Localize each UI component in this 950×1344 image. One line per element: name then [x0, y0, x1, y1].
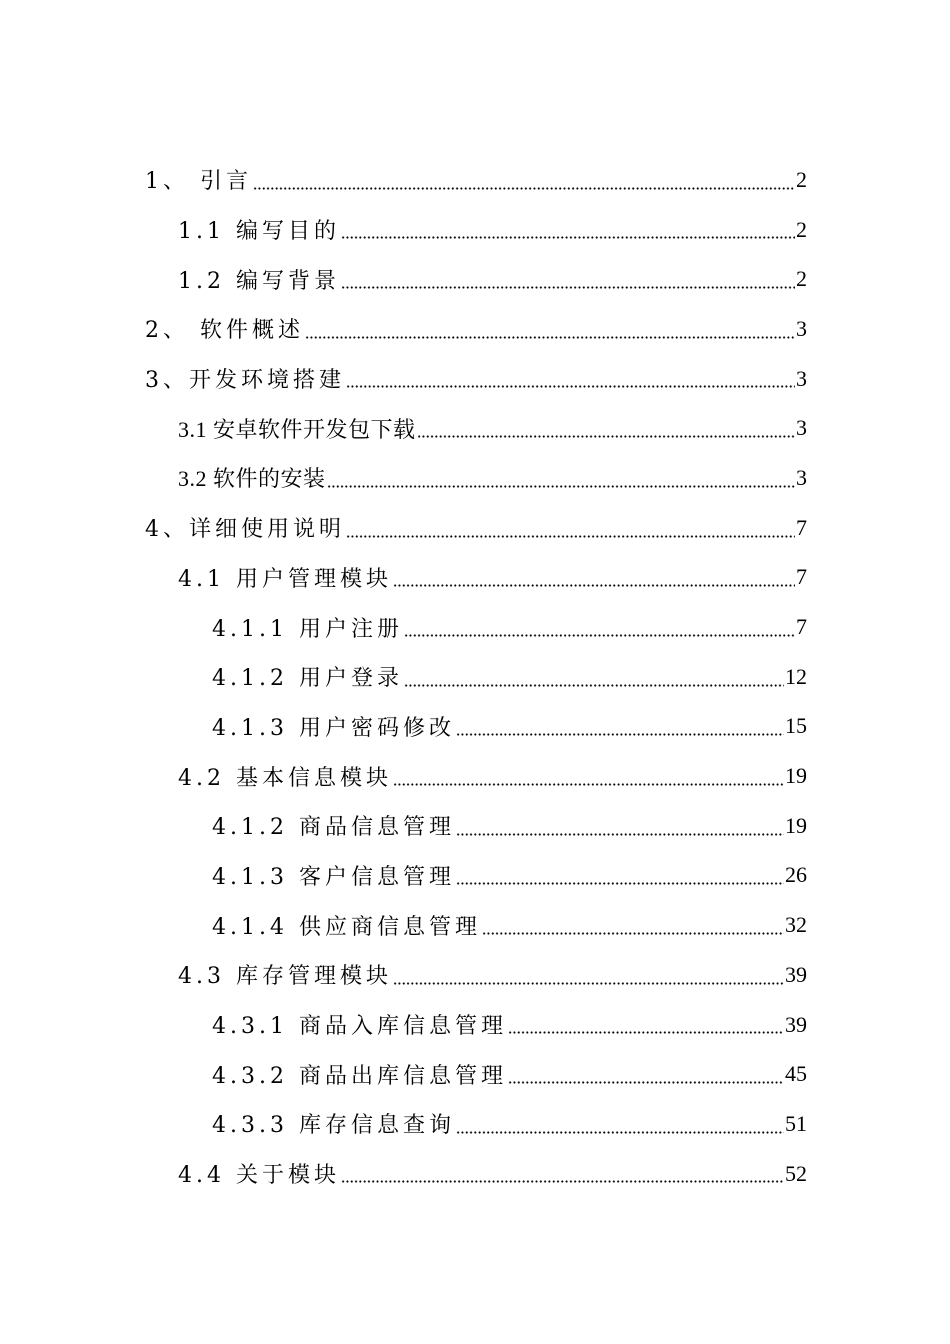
toc-entry-page: 7	[796, 564, 807, 590]
dot-leader	[327, 485, 795, 488]
toc-entry-inventory-module[interactable]	[0, 950, 950, 1000]
toc-entry-user-login[interactable]	[0, 652, 950, 702]
toc-entry-label: 3、开发环境搭建	[145, 368, 345, 394]
toc-entry-label: 4.1.3 用户密码修改	[212, 715, 455, 741]
dot-leader	[404, 684, 784, 687]
toc-entry-page: 51	[785, 1110, 807, 1136]
toc-entry-label: 4.4 关于模块	[178, 1163, 340, 1189]
toc-entry-label: 4.1 用户管理模块	[178, 566, 392, 592]
toc-entry-intro[interactable]	[0, 155, 950, 205]
toc-entry-page: 15	[785, 713, 807, 739]
toc-entry-page: 3	[796, 464, 807, 490]
toc-entry-page: 39	[785, 961, 807, 987]
toc-entry-label: 4.3.3 库存信息查询	[212, 1113, 455, 1139]
toc-entry-usage[interactable]	[0, 503, 950, 553]
toc-entry-environment[interactable]	[0, 354, 950, 404]
dot-leader	[456, 833, 784, 836]
toc-entry-label: 4.1.1 用户注册	[212, 616, 403, 642]
toc-entry-page: 32	[785, 912, 807, 938]
toc-entry-basic-info-module[interactable]	[0, 751, 950, 801]
toc-entry-stock-out[interactable]	[0, 1049, 950, 1099]
dot-leader	[404, 634, 795, 637]
dot-leader	[393, 982, 784, 985]
toc-entry-label: 4.1.2 商品信息管理	[212, 815, 455, 841]
toc-entry-customer-info[interactable]	[0, 851, 950, 901]
toc-entry-installation[interactable]	[0, 453, 950, 503]
toc-entry-about-module[interactable]	[0, 1149, 950, 1199]
toc-entry-user-module[interactable]	[0, 553, 950, 603]
dot-leader	[346, 535, 795, 538]
toc-entry-label: 4.3.2 商品出库信息管理	[212, 1063, 507, 1089]
toc-entry-label: 4、详细使用说明	[145, 517, 345, 543]
toc-entry-page: 52	[785, 1160, 807, 1186]
dot-leader	[393, 783, 784, 786]
dot-leader	[346, 385, 795, 388]
toc-entry-label: 4.1.2 用户登录	[212, 666, 403, 692]
dot-leader	[341, 1180, 784, 1183]
toc-entry-purpose[interactable]	[0, 205, 950, 255]
table-of-contents	[0, 155, 950, 1198]
dot-leader	[482, 932, 784, 935]
toc-entry-stock-in[interactable]	[0, 1000, 950, 1050]
dot-leader	[456, 733, 784, 736]
toc-entry-label: 1.1 编写目的	[178, 219, 340, 245]
toc-entry-label: 3.2 软件的安装	[178, 466, 326, 492]
toc-entry-label: 3.1 安卓软件开发包下载	[178, 416, 416, 442]
toc-entry-page: 3	[796, 315, 807, 341]
toc-entry-sdk-download[interactable]	[0, 403, 950, 453]
toc-entry-page: 3	[796, 365, 807, 391]
toc-entry-label: 4.3.1 商品入库信息管理	[212, 1014, 507, 1040]
toc-entry-user-register[interactable]	[0, 602, 950, 652]
toc-entry-background[interactable]	[0, 254, 950, 304]
toc-entry-label: 4.3 库存管理模块	[178, 964, 392, 990]
dot-leader	[393, 584, 795, 587]
toc-entry-label: 1.2 编写背景	[178, 268, 340, 294]
toc-entry-page: 12	[785, 663, 807, 689]
toc-entry-page: 26	[785, 862, 807, 888]
toc-entry-overview[interactable]	[0, 304, 950, 354]
toc-entry-label: 4.2 基本信息模块	[178, 765, 392, 791]
toc-entry-page: 7	[796, 514, 807, 540]
dot-leader	[341, 286, 795, 289]
toc-entry-label: 2、 软件概述	[145, 318, 304, 344]
toc-entry-inventory-query[interactable]	[0, 1099, 950, 1149]
dot-leader	[417, 435, 795, 438]
toc-entry-page: 39	[785, 1011, 807, 1037]
toc-entry-password-change[interactable]	[0, 702, 950, 752]
toc-entry-product-info[interactable]	[0, 801, 950, 851]
dot-leader	[456, 882, 784, 885]
toc-entry-label: 4.1.4 供应商信息管理	[212, 914, 481, 940]
toc-entry-page: 7	[796, 614, 807, 640]
toc-entry-page: 2	[796, 166, 807, 192]
dot-leader	[508, 1081, 784, 1084]
toc-entry-page: 3	[796, 415, 807, 441]
dot-leader	[508, 1031, 784, 1034]
dot-leader	[253, 187, 795, 190]
toc-entry-page: 2	[796, 216, 807, 242]
toc-entry-label: 1、 引言	[145, 169, 252, 195]
toc-entry-page: 19	[785, 812, 807, 838]
toc-entry-page: 19	[785, 763, 807, 789]
toc-entry-page: 2	[796, 266, 807, 292]
dot-leader	[341, 236, 795, 239]
toc-entry-supplier-info[interactable]	[0, 900, 950, 950]
dot-leader	[305, 336, 795, 339]
dot-leader	[456, 1131, 784, 1134]
toc-entry-page: 45	[785, 1061, 807, 1087]
toc-entry-label: 4.1.3 客户信息管理	[212, 864, 455, 890]
